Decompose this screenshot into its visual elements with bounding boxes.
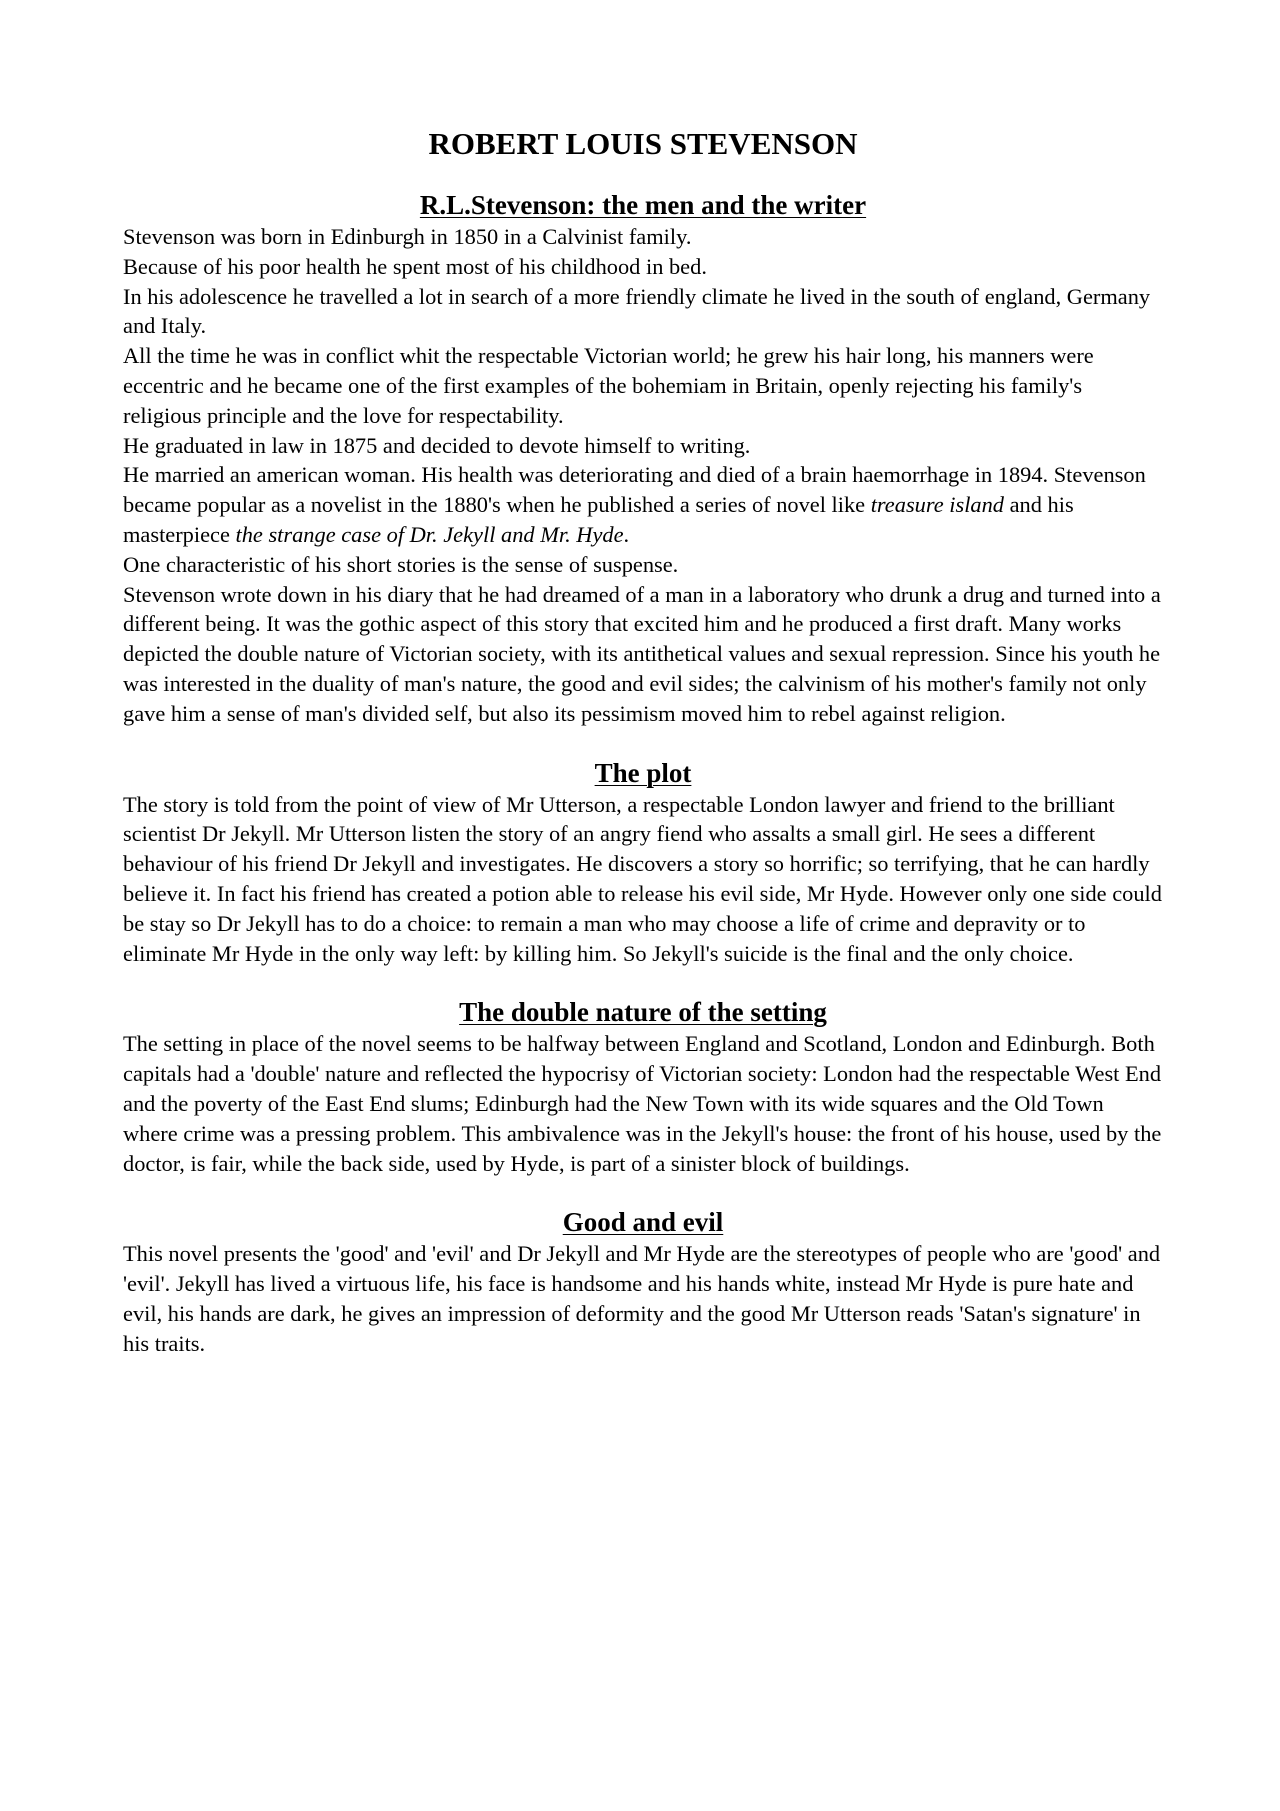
paragraph-with-titles [123,460,1163,549]
book-title-treasure-island: treasure island [870,492,1005,518]
section-plot [123,756,1163,969]
section-good-and-evil [123,1205,1163,1358]
book-title-jekyll-hyde: the strange case of Dr. Jekyll and Mr. Hyde [235,521,624,547]
paragraph: This novel presents the 'good' and 'evil' and Dr Jekyll and Mr Hyde are the stereotypes of people who are 'good' and 'evil'. Jekyll has lived a virtuous life, his face is handsome and his hands white, instead Mr Hyde is pure hate and evil, his hands are dark, he gives an impression of deformity and the good Mr Utterson reads 'Satan's signature' in his traits. [123,1241,1161,1356]
paragraph: In his adolescence he travelled a lot in search of a more friendly climate he lived in the south of england, Germany and Italy. [123,283,1151,339]
section-heading: The double nature of the setting [459,997,827,1028]
section-heading: Good and evil [562,1207,724,1238]
section-spacer [123,729,1163,756]
paragraph: Stevenson was born in Edinburgh in 1850 in a Calvinist family. [123,224,692,249]
paragraph: All the time he was in conflict whit the respectable Victorian world; he grew his hair long, his manners were eccentric and he became one of the first examples of the bohemiam in Britain, openly rejecting his family's religious principle and the love for respectability. [123,343,1094,428]
document-page [123,122,1163,1359]
section-spacer [123,968,1163,995]
section-heading: The plot [594,757,692,788]
paragraph-text: . [623,521,630,547]
paragraph-text: He married an american woman. His health was deteriorating and died of a brain haemorrhage in 1894. Stevenson became popular as a novelist in the 1880's when he published a series of novel like [123,462,1146,518]
section-biography [123,188,1163,729]
paragraph: The setting in place of the novel seems to be halfway between England and Scotland, London and Edinburgh. Both capitals had a 'double' nature and reflected the hypocrisy of Victorian society: London had the respectable West End and the poverty of the East End slums; Edinburgh had the New Town with its wide squares and the Old Town where crime was a pressing problem. This ambivalence was in the Jekyll's house: the front of his house, used by the doctor, is fair, while the back side, used by Hyde, is part of a sinister block of buildings. [123,1031,1162,1176]
paragraph: He graduated in law in 1875 and decided to devote himself to writing. [123,432,751,458]
paragraph: Because of his poor health he spent most of his childhood in bed. [123,253,707,279]
section-spacer [123,1178,1163,1205]
paragraph: One characteristic of his short stories is the sense of suspense. [123,551,679,577]
section-setting [123,995,1163,1178]
section-heading: R.L.Stevenson: the men and the writer [419,190,867,220]
paragraph-text: and his masterpiece [123,492,1074,547]
paragraph: The story is told from the point of view of Mr Utterson, a respectable London lawyer and friend to the brilliant scientist Dr Jekyll. Mr Utterson listen the story of an angry fiend who assalts a small girl. He sees a different behaviour of his friend Dr Jekyll and investigates. He discovers a story so horrific; so terrifying, that he can hardly believe it. In fact his friend has created a potion able to release his evil side, Mr Hyde. However only one side could be stay so Dr Jekyll has to do a choice: to remain a man who may choose a life of crime and depravity or to eliminate Mr Hyde in the only way left: by killing him. So Jekyll's suicide is the final and the only choice. [123,791,1162,966]
paragraph: Stevenson wrote down in his diary that he had dreamed of a man in a laboratory who drunk a drug and turned into a different being. It was the gothic aspect of this story that excited him and he produced a first draft. Many works depicted the double nature of Victorian society, with its antithetical values and sexual repression. Since his youth he was interested in the duality of man's nature, the good and evil sides; the calvinism of his mother's family not only gave him a sense of man's divided self, but also its pessimism moved him to rebel against religion. [123,581,1161,726]
document-title: ROBERT LOUIS STEVENSON [428,126,858,161]
